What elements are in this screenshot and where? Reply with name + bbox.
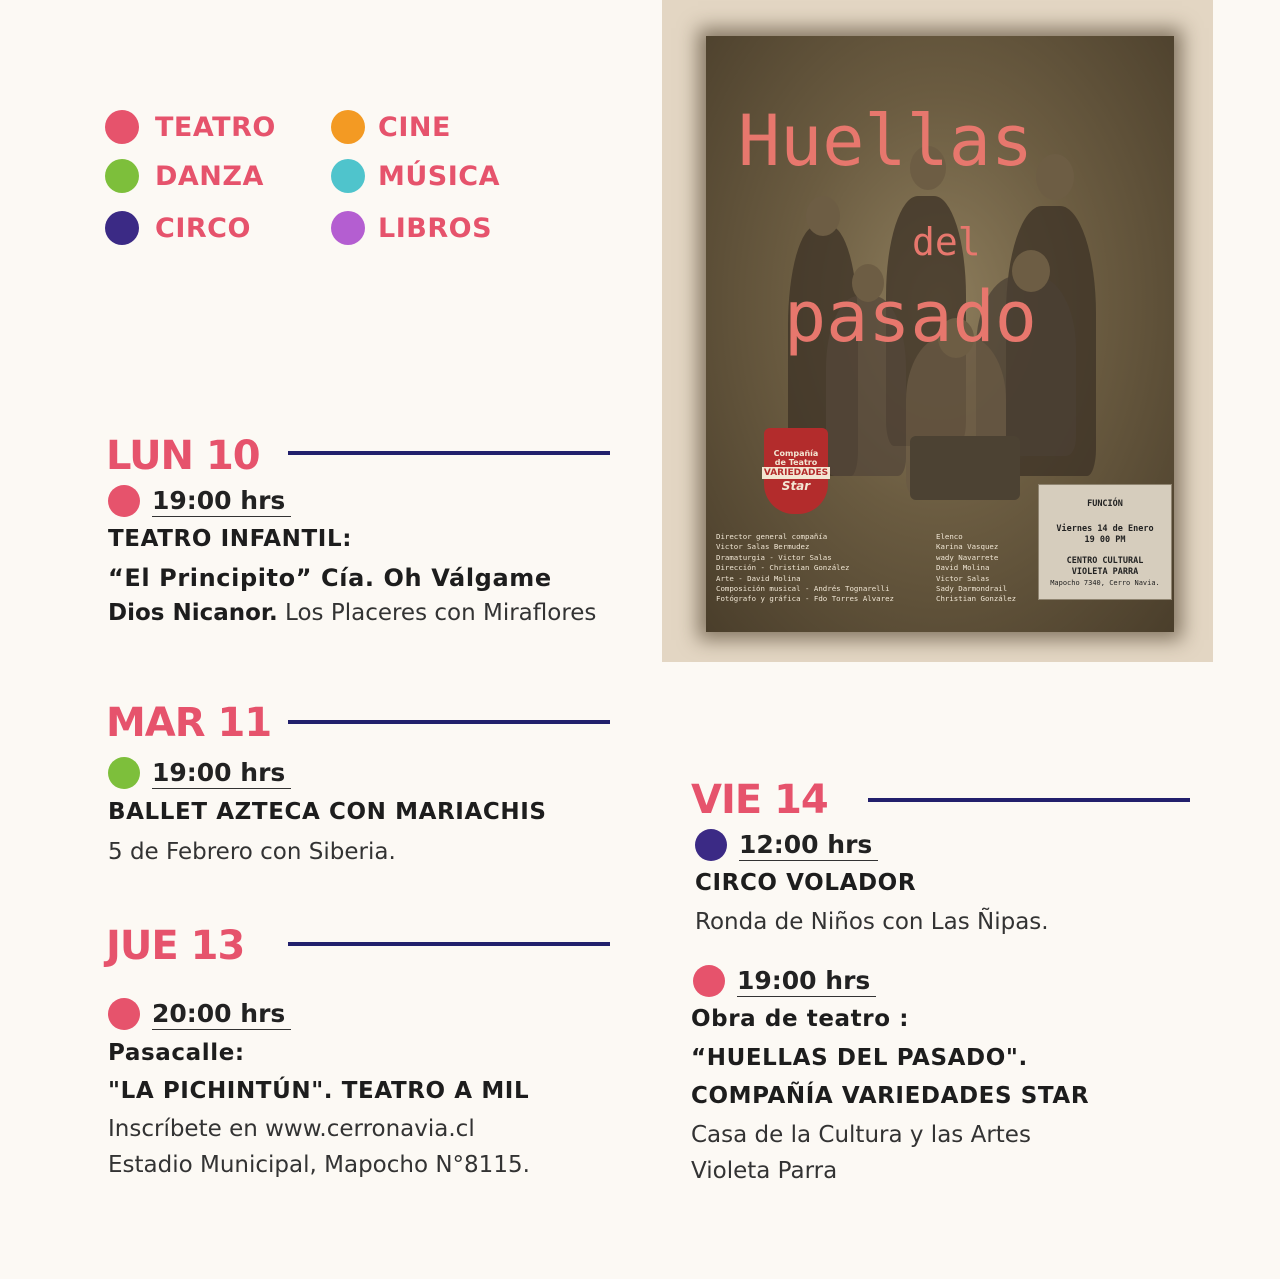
legend-circo	[105, 211, 251, 245]
event-location: Casa de la Cultura y las Artes	[691, 1122, 1031, 1148]
event-title: Pasacalle:	[108, 1040, 245, 1066]
teatro-dot-icon	[693, 965, 725, 997]
logo-text: de Teatro	[774, 458, 818, 467]
suitcase	[910, 436, 1020, 500]
event-location-line	[108, 600, 596, 626]
event-subtitle: “El Principito” Cía. Oh Válgame	[108, 564, 552, 592]
credits-left: Director general compañía Victor Salas Bermudez Dramaturgia - Victor Salas Dirección - Christian González Arte - David Molina Composición musical - Andrés Tognarelli Fotógrafo y gráfica - Fdo Torres Alvarez	[716, 532, 894, 604]
event-time: 19:00 hrs	[737, 966, 876, 997]
poster-image	[662, 0, 1213, 662]
circo-dot-icon	[695, 829, 727, 861]
event-title: CIRCO VOLADOR	[695, 870, 917, 896]
legend-label: DANZA	[155, 160, 264, 192]
teatro-dot-icon	[108, 998, 140, 1030]
event-time-row	[108, 485, 291, 517]
legend-cine	[331, 110, 451, 144]
event-location: Ronda de Niños con Las Ñipas.	[695, 909, 1049, 935]
poster-title: pasado	[784, 276, 1037, 358]
event-location: Estadio Municipal, Mapocho N°8115.	[108, 1152, 530, 1178]
teatro-dot-icon	[105, 110, 139, 144]
day-header-lun: LUN 10	[106, 433, 260, 479]
poster-title: del	[912, 220, 981, 264]
event-time: 20:00 hrs	[152, 999, 291, 1030]
legend-label: LIBROS	[378, 212, 493, 244]
event-time-row	[108, 757, 291, 789]
legend-label: TEATRO	[155, 111, 276, 143]
musica-dot-icon	[331, 159, 365, 193]
legend-label: MÚSICA	[378, 160, 500, 192]
event-subtitle: “HUELLAS DEL PASADO".	[691, 1045, 1028, 1071]
legend-danza	[105, 159, 264, 193]
event-location: Los Placeres con Miraflores	[277, 600, 597, 626]
event-registration: Inscríbete en www.cerronavia.cl	[108, 1116, 475, 1142]
day-divider	[288, 451, 610, 455]
function-address: Mapocho 7340, Cerro Navia.	[1050, 579, 1160, 587]
poster-title: Huellas	[738, 100, 1034, 182]
event-title: Obra de teatro :	[691, 1006, 910, 1032]
function-venue: VIOLETA PARRA	[1071, 567, 1139, 577]
event-location: 5 de Febrero con Siberia.	[108, 839, 396, 865]
event-time-row	[695, 829, 878, 861]
event-subtitle: "LA PICHINTÚN". TEATRO A MIL	[108, 1078, 530, 1104]
day-divider	[288, 720, 610, 724]
danza-dot-icon	[105, 159, 139, 193]
company-logo	[764, 428, 828, 514]
event-title: TEATRO INFANTIL:	[108, 526, 353, 552]
event-time-row	[108, 998, 291, 1030]
function-date: Viernes 14 de Enero	[1056, 524, 1154, 534]
event-time: 19:00 hrs	[152, 486, 291, 517]
function-title: FUNCIÓN	[1087, 499, 1123, 509]
poster-photo	[706, 36, 1174, 632]
event-subtitle: Dios Nicanor.	[108, 600, 278, 626]
event-time: 12:00 hrs	[739, 830, 878, 861]
event-time: 19:00 hrs	[152, 758, 291, 789]
event-location: Violeta Parra	[691, 1158, 838, 1184]
legend-teatro	[105, 110, 276, 144]
day-header-vie: VIE 14	[691, 777, 828, 823]
danza-dot-icon	[108, 757, 140, 789]
day-header-jue: JUE 13	[106, 923, 245, 969]
cine-dot-icon	[331, 110, 365, 144]
legend-libros	[331, 211, 492, 245]
logo-text: Compañía	[773, 449, 819, 458]
logo-text: Star	[781, 479, 811, 493]
libros-dot-icon	[331, 211, 365, 245]
function-time: 19 00 PM	[1084, 535, 1126, 545]
event-company: COMPAÑÍA VARIEDADES STAR	[691, 1083, 1090, 1109]
teatro-dot-icon	[108, 485, 140, 517]
legend-label: CIRCO	[155, 212, 251, 244]
day-header-mar: MAR 11	[106, 700, 272, 746]
legend-musica	[331, 159, 500, 193]
event-time-row	[693, 965, 876, 997]
event-title: BALLET AZTECA CON MARIACHIS	[108, 799, 547, 825]
circo-dot-icon	[105, 211, 139, 245]
day-divider	[868, 798, 1190, 802]
day-divider	[288, 942, 610, 946]
actor-head	[806, 196, 840, 236]
function-info-box	[1038, 484, 1172, 600]
credits-right: Elenco Karina Vasquez wady Navarrete David Molina Victor Salas Sady Darmondrail Christian González	[936, 532, 1017, 604]
logo-text: VARIEDADES	[763, 468, 829, 478]
function-venue: CENTRO CULTURAL	[1066, 556, 1144, 566]
legend-label: CINE	[378, 111, 451, 143]
actor-head	[1036, 154, 1074, 200]
